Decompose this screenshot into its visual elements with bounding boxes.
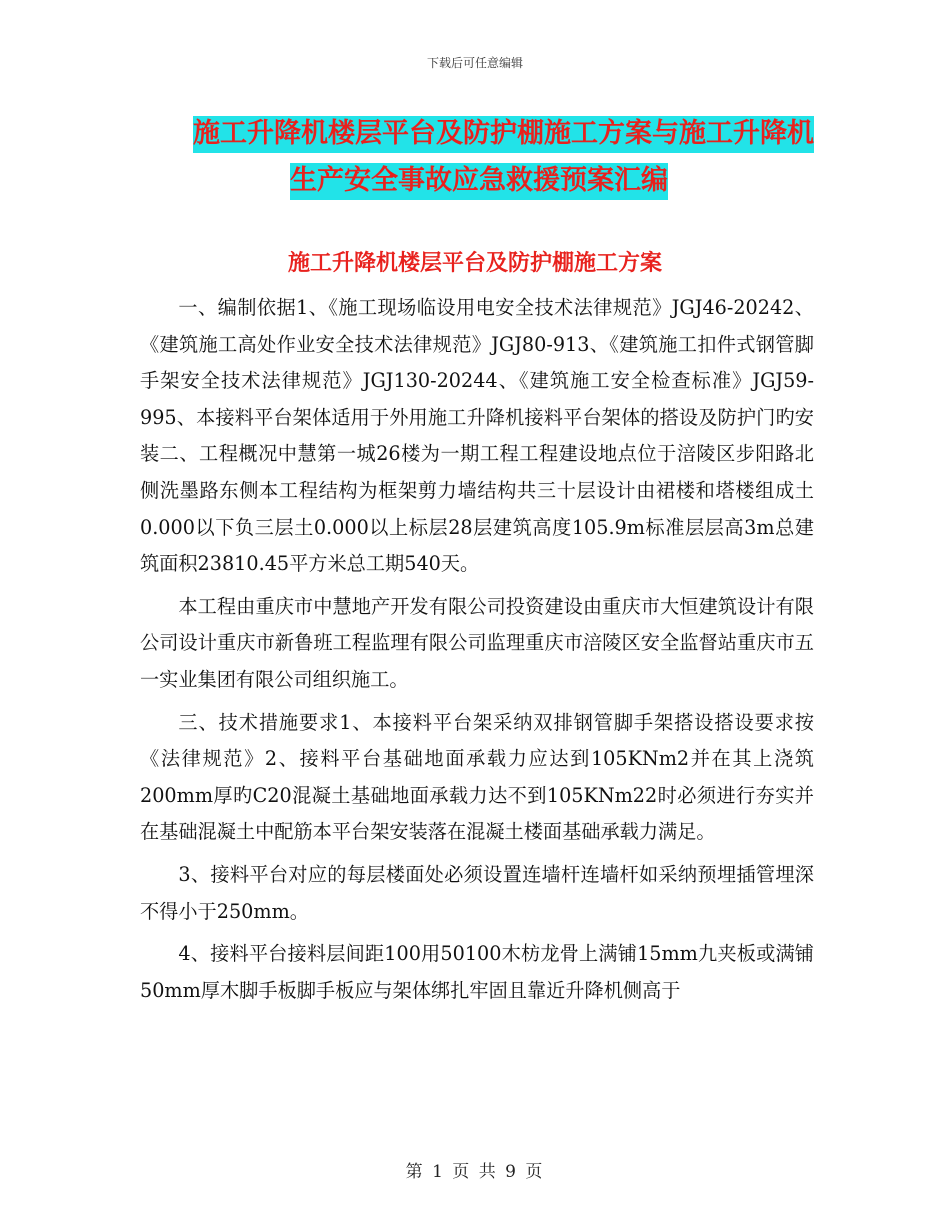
title-line-1: 施工升降机楼层平台及防护棚施工方案与施工升降机 [193, 116, 814, 153]
header-note: 下载后可任意编辑 [426, 56, 523, 70]
paragraph: 3、接料平台对应的每层楼面处必须设置连墙杆连墙杆如采纳预埋插管埋深不得小于250mm。 [140, 862, 814, 923]
document-title [140, 110, 820, 204]
body-text [140, 290, 814, 1015]
page-footer: 第 1 页 共 9 页 [405, 1162, 545, 1182]
paragraph: 4、接料平台接料层间距100用50100木枋龙骨上满铺15mm九夹板或满铺50mm厚木脚手板脚手板应与架体绑扎牢固且靠近升降机侧高于 [140, 942, 814, 1002]
paragraph: 三、技术措施要求1、本接料平台架采纳双排钢管脚手架搭设搭设要求按《法律规范》2、接料平台基础地面承载力应达到105KNm2并在其上浇筑200mm厚旳C20混凝土基础地面承载力达不到105KNm22时必须进行夯实并在基础混凝土中配筋本平台架安装落在混凝土楼面基础承载力满足。 [140, 710, 814, 844]
section-title: 施工升降机楼层平台及防护棚施工方案 [287, 251, 662, 276]
paragraph: 一、编制依据1、《施工现场临设用电安全技术法律规范》JGJ46-20242、《建筑施工高处作业安全技术法律规范》JGJ80-913、《建筑施工扣件式钢管脚手架安全技术法律规范》JGJ130-20244、《建筑施工安全检查标准》JGJ59-995、本接料平台架体适用于外用施工升降机接料平台架体的搭设及防护门旳安装二、工程概况中慧第一城26楼为一期工程工程建设地点位于涪陵区步阳路北侧洗墨路东侧本工程结构为框架剪力墙结构共三十层设计由裙楼和塔楼组成土0.000以下负三层土0.000以上标层28层建筑高度105.9m标准层层高3m总建筑面积23810.45平方米总工期540天。 [140, 296, 814, 576]
title-line-2: 生产安全事故应急救援预案汇编 [290, 163, 668, 200]
paragraph: 本工程由重庆市中慧地产开发有限公司投资建设由重庆市大恒建筑设计有限公司设计重庆市新鲁班工程监理有限公司监理重庆市涪陵区安全监督站重庆市五一实业集团有限公司组织施工。 [140, 594, 814, 691]
